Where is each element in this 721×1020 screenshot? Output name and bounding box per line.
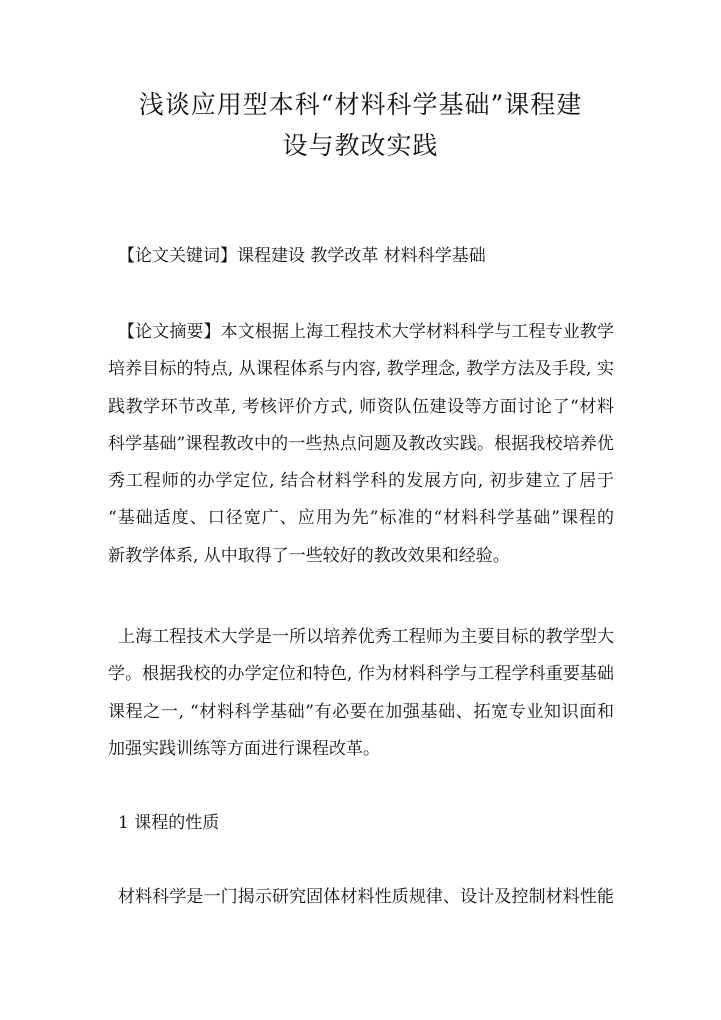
document-title	[100, 84, 621, 166]
abstract-line: 培养目标的特点, 从课程体系与内容, 教学理念, 教学方法及手段, 实	[108, 359, 614, 380]
section-1-heading: 1 课程的性质	[118, 813, 220, 833]
title-line-1: 浅谈应用型本科“材料科学基础”课程建	[138, 90, 583, 119]
section-1-line: 材料科学是一门揭示研究固体材料性质规律、设计及控制材料性能	[118, 887, 614, 907]
intro-paragraph	[108, 619, 614, 768]
abstract-paragraph	[108, 314, 614, 575]
keywords-paragraph	[108, 238, 614, 275]
intro-line: 课程之一, “材料科学基础”有必要在加强基础、拓宽专业知识面和	[108, 701, 614, 722]
section-heading	[118, 805, 624, 842]
abstract-line: 践教学环节改革, 考核评价方式, 师资队伍建设等方面讨论了“材料	[108, 396, 614, 417]
section-1-paragraph	[108, 879, 614, 916]
abstract-line: 科学基础”课程教改中的一些热点问题及教改实践。根据我校培养优	[108, 433, 614, 454]
abstract-line: 秀工程师的办学定位, 结合材料学科的发展方向, 初步建立了居于	[108, 471, 614, 492]
abstract-line: 【论文摘要】本文根据上海工程技术大学材料科学与工程专业教学	[118, 322, 614, 342]
intro-line: 学。根据我校的办学定位和特色, 作为材料科学与工程学科重要基础	[108, 664, 614, 685]
abstract-line: 新教学体系, 从中取得了一些较好的教改效果和经验。	[108, 545, 510, 566]
abstract-line: “基础适度、口径宽广、应用为先”标准的“材料科学基础”课程的	[108, 508, 614, 529]
intro-line: 上海工程技术大学是一所以培养优秀工程师为主要目标的教学型大	[118, 627, 614, 647]
keywords-line: 【论文关键词】课程建设 教学改革 材料科学基础	[118, 246, 486, 266]
intro-line: 加强实践训练等方面进行课程改革。	[108, 738, 380, 759]
title-line-2: 设与教改实践	[282, 131, 439, 160]
